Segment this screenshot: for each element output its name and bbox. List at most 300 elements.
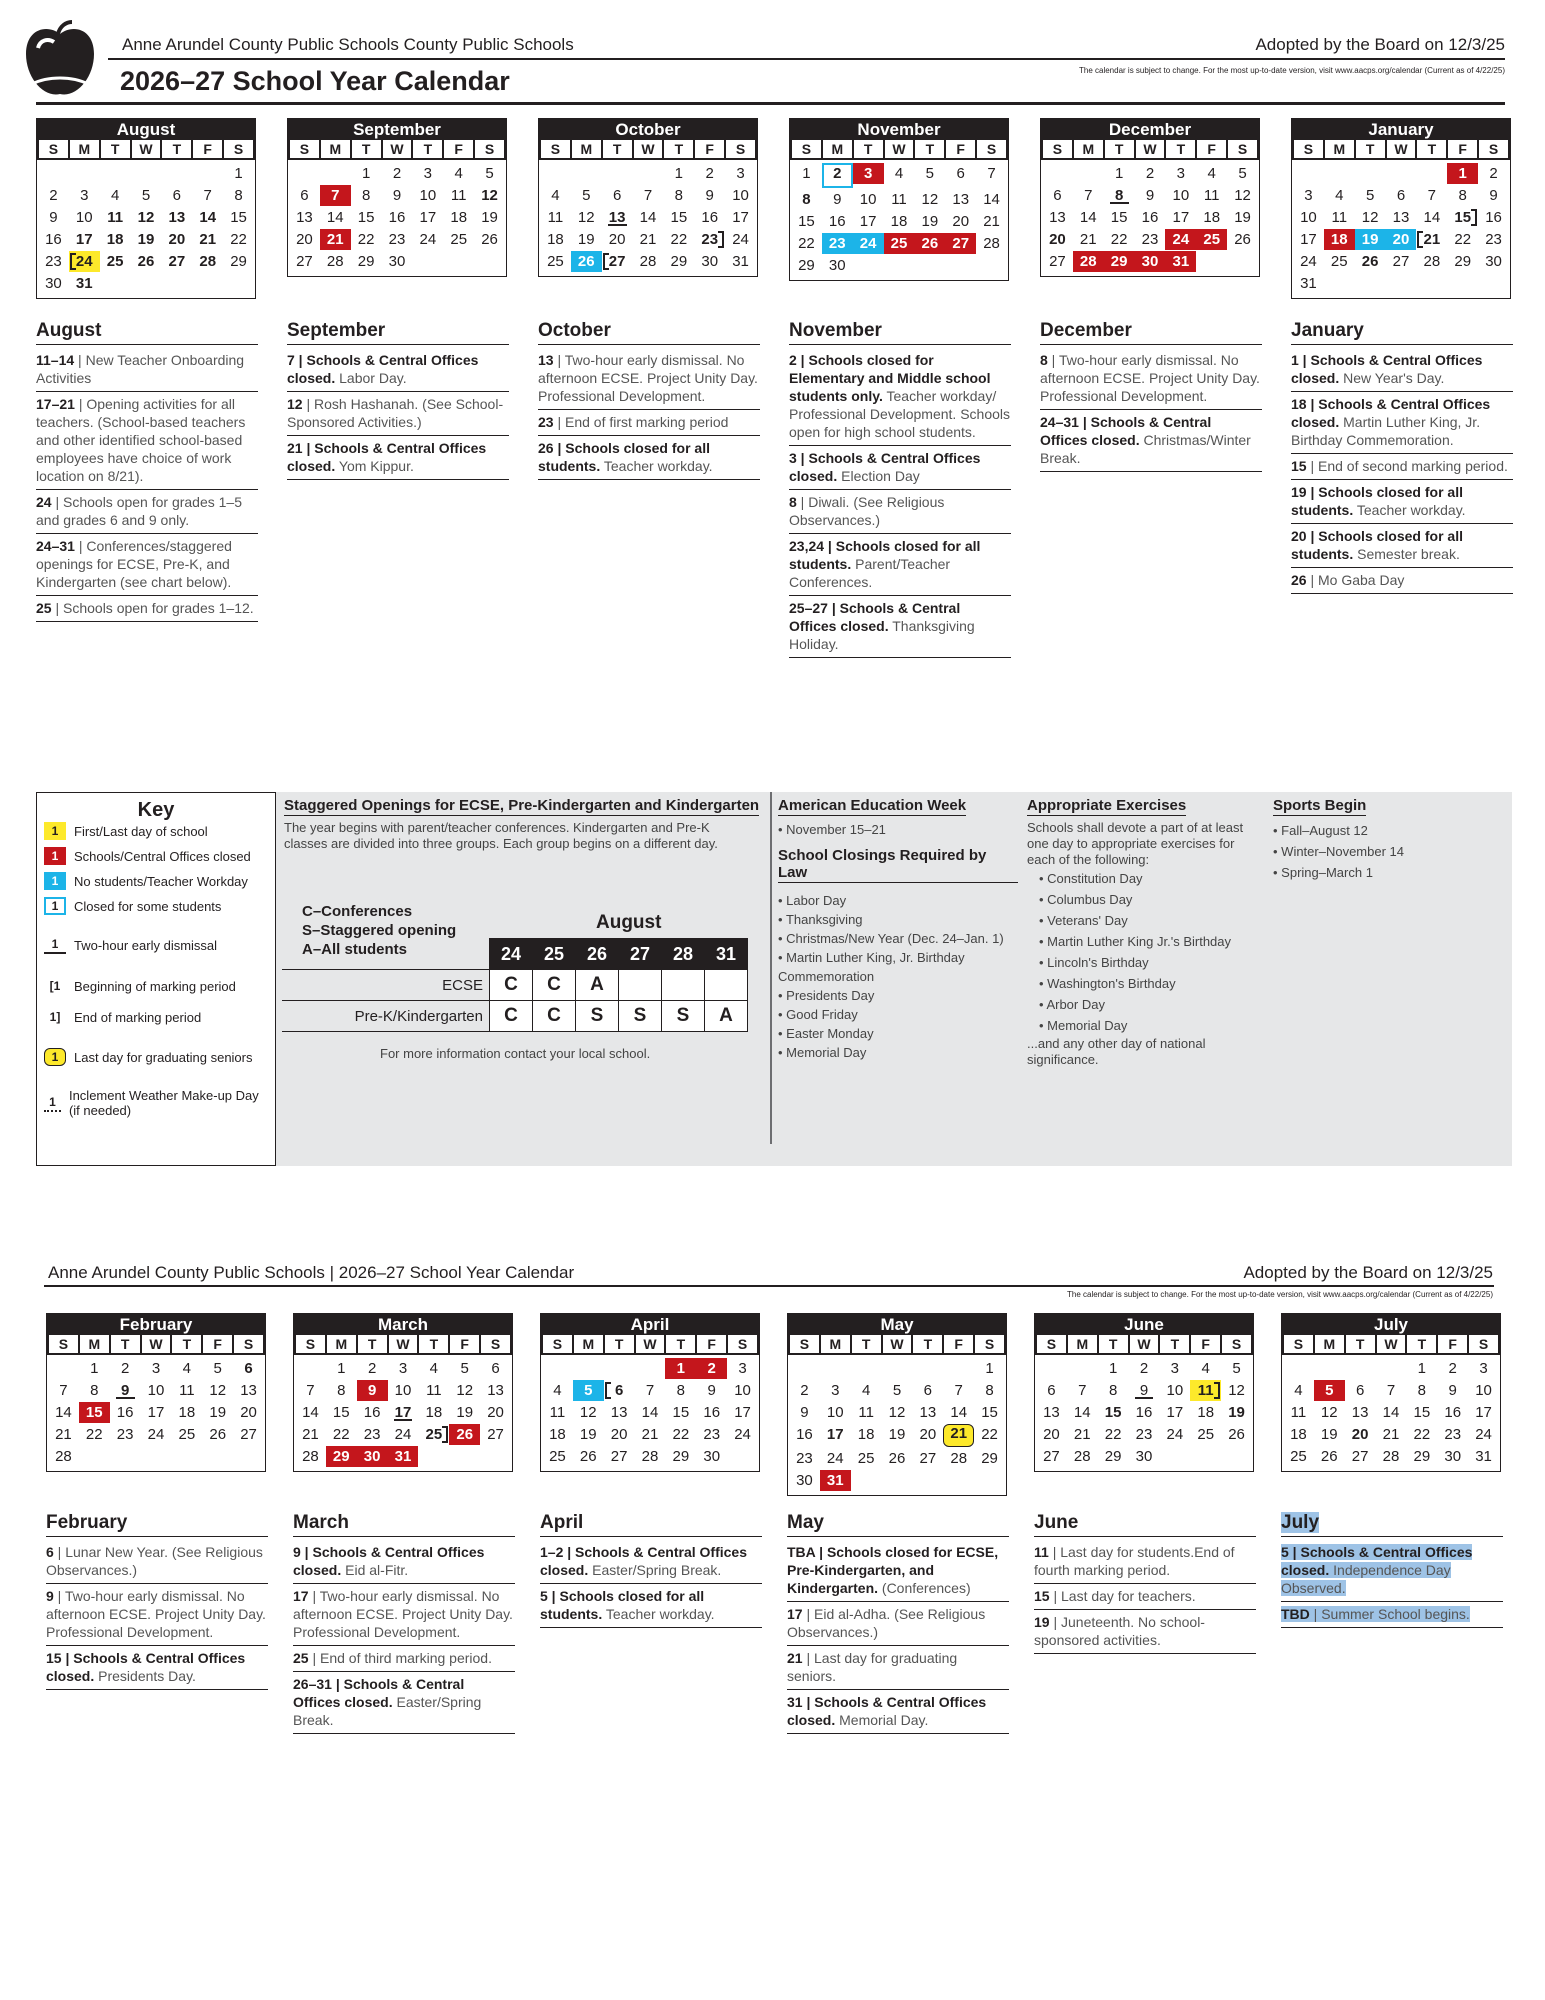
day-cell: 28 — [983, 235, 1000, 252]
day-grid — [788, 1355, 1006, 1495]
weekday-label: W — [1136, 140, 1165, 158]
day-cell: 18 — [1203, 209, 1221, 226]
events-month-title-text: October — [538, 320, 611, 341]
month-calendar — [1291, 118, 1511, 299]
weekday-label: T — [915, 140, 944, 158]
empty-day-cell — [571, 163, 602, 184]
page2-district-title: Anne Arundel County Public Schools | 2026–27 School Year Calendar — [48, 1263, 575, 1282]
day-cell: 24 — [1166, 1426, 1184, 1443]
day-cell: 20 — [487, 1404, 504, 1421]
event-key: 25–27 | Schools & Central Offices closed. — [789, 600, 961, 634]
key-item — [44, 847, 266, 865]
month-events — [789, 320, 1011, 658]
event-text: | Mo Gaba Day — [1306, 572, 1405, 588]
day-cell: 17 — [388, 1402, 419, 1423]
weekday-label: T — [172, 1335, 201, 1353]
staggered-intro: The year begins with parent/teacher conferences. Kindergarten and Pre-K classes are divided into three groups. Each group begins on a different day. — [284, 820, 718, 851]
day-cell: 4 — [551, 187, 560, 204]
month-calendar — [538, 118, 758, 277]
bullet-icon: • — [778, 822, 787, 837]
day-cell: 31 — [388, 1446, 419, 1467]
day-cell: 8 — [985, 1382, 994, 1399]
day-cell: 21 — [639, 231, 657, 248]
staggered-table — [282, 938, 748, 1032]
day-cell: 27 — [610, 1448, 628, 1465]
day-cell: 2 — [49, 187, 58, 204]
empty-day-cell — [1036, 1358, 1067, 1379]
day-cell: 4 — [454, 165, 463, 182]
list-item — [1039, 994, 1252, 1015]
key-swatch: [1 — [49, 979, 61, 993]
day-cell: 29 — [326, 1446, 357, 1467]
bullet-icon: • — [1039, 955, 1048, 970]
day-cell: 22 — [670, 231, 688, 248]
day-cell: 28 — [1382, 1448, 1400, 1465]
adopted-date: Adopted by the Board on 12/3/25 — [1255, 35, 1505, 54]
empty-day-cell — [1324, 163, 1355, 184]
event-key: 25 — [293, 1650, 309, 1666]
event-item — [293, 1672, 515, 1734]
list-item-text: Labor Day — [786, 893, 847, 908]
day-cell: 23 — [388, 231, 406, 248]
day-cell: 23 — [1444, 1426, 1462, 1443]
month-name: August — [37, 119, 255, 140]
day-cell: 3 — [151, 1360, 161, 1377]
weekday-label: M — [321, 140, 350, 158]
day-cell: 4 — [1294, 1382, 1303, 1399]
weekday-label: T — [413, 140, 442, 158]
empty-day-cell — [1416, 163, 1447, 184]
district-logo — [18, 18, 102, 102]
day-cell: 25 — [1330, 253, 1348, 270]
day-cell: 6 — [604, 1380, 635, 1401]
month-name: December — [1041, 119, 1259, 140]
list-item — [1039, 889, 1252, 910]
event-key: 3 | Schools & Central Offices closed. — [789, 450, 981, 484]
event-item — [293, 1646, 515, 1672]
day-cell: 3 — [1176, 165, 1186, 182]
day-cell: 9 — [49, 209, 58, 226]
day-cell: 23 — [1141, 231, 1159, 248]
day-cell: 17 — [826, 1426, 844, 1443]
empty-day-cell — [1314, 1358, 1345, 1379]
page2-header-rule — [44, 1285, 1494, 1287]
event-item — [538, 348, 760, 410]
month-name: April — [541, 1314, 759, 1335]
day-cell: 12 — [1320, 1404, 1338, 1421]
event-item — [1291, 568, 1513, 594]
list-item-text: Christmas/New Year (Dec. 24–Jan. 1) — [786, 931, 1004, 946]
day-cell: 5 — [582, 187, 591, 204]
key-swatch: 1 — [44, 1048, 66, 1066]
event-key: 15 — [1291, 458, 1307, 474]
day-cell: 16 — [1485, 209, 1502, 226]
weekday-label: W — [636, 1335, 665, 1353]
day-cell: 28 — [639, 253, 657, 270]
day-cell: 14 — [1073, 1404, 1091, 1421]
key-swatch: 1] — [49, 1010, 61, 1024]
weekday-label: F — [1448, 140, 1477, 158]
event-key: 26 | Schools closed for all students. — [538, 440, 710, 474]
day-cell: 2 — [120, 1360, 130, 1377]
day-cell: 6 — [244, 1360, 253, 1377]
day-grid — [790, 160, 1008, 280]
day-cell: 15 — [672, 1404, 690, 1421]
weekday-label: M — [572, 140, 601, 158]
weekday-header — [1035, 1335, 1253, 1355]
day-cell: 22 — [85, 1426, 103, 1443]
day-cell: 2 — [367, 1360, 377, 1377]
event-key: 7 | Schools & Central Offices closed. — [287, 352, 479, 386]
day-cell: 10 — [732, 187, 749, 204]
event-text: | End of third marking period. — [308, 1650, 492, 1666]
day-cell: 17 — [732, 209, 749, 226]
weekday-label: S — [1469, 1335, 1498, 1353]
events-month-title — [540, 1512, 762, 1537]
exercises-intro: Schools shall devote a part of at least one day to appropriate exercises for each of the following: — [1027, 820, 1244, 867]
day-cell: 29 — [357, 253, 375, 270]
weekday-label: M — [80, 1335, 109, 1353]
day-cell: 3 — [853, 163, 884, 184]
month-events — [1040, 320, 1262, 472]
day-cell: 11 — [1190, 1380, 1221, 1401]
event-item — [36, 392, 258, 490]
day-grid — [1035, 1355, 1253, 1471]
day-cell: 17 — [147, 1404, 165, 1421]
empty-day-cell — [1355, 163, 1386, 184]
event-key: 11–14 — [36, 352, 75, 368]
day-cell: 20 — [919, 1426, 937, 1443]
event-key: 21 | Schools & Central Offices closed. — [287, 440, 487, 474]
event-key: 19 | Schools closed for all students. — [1291, 484, 1463, 518]
weekday-label: W — [142, 1335, 171, 1353]
staggered-footer: For more information contact your local school. — [380, 1046, 651, 1061]
day-header: 27 — [619, 939, 662, 970]
day-cell: 19 — [888, 1426, 906, 1443]
events-month-title-text: July — [1281, 1512, 1320, 1533]
key-item — [44, 897, 266, 915]
list-item — [1039, 931, 1252, 952]
event-key: 26–31 | Schools & Central Offices closed. — [293, 1676, 465, 1710]
day-cell: 29 — [230, 253, 247, 270]
event-item — [36, 490, 258, 534]
event-text: (Conferences) — [878, 1580, 971, 1596]
event-text: | Opening activities for all teachers. (School-based teachers and other identified school-based employees have choice of work location on 8/21). — [36, 396, 246, 484]
day-cell: 13 — [919, 1404, 937, 1421]
event-item — [1291, 480, 1513, 524]
day-cell: 12 — [921, 191, 939, 208]
day-cell: 9 — [1448, 1382, 1457, 1399]
day-cell: 30 — [1485, 253, 1502, 270]
day-cell: 13 — [487, 1382, 504, 1399]
weekday-label: S — [1037, 1335, 1066, 1353]
day-cell: 22 — [798, 235, 815, 252]
weekday-label: F — [1438, 1335, 1467, 1353]
day-cell: 14 — [639, 209, 657, 226]
event-item — [1040, 410, 1262, 472]
key-item — [44, 936, 266, 954]
event-key: 6 — [46, 1544, 54, 1560]
day-cell: 30 — [701, 253, 719, 270]
day-cell: 26 — [579, 1448, 597, 1465]
day-cell: 28 — [641, 1448, 659, 1465]
weekday-label: S — [543, 1335, 572, 1353]
day-cell: 4 — [861, 1382, 871, 1399]
list-item-text: Lincoln's Birthday — [1047, 955, 1149, 970]
list-item-text: Veterans' Day — [1047, 913, 1128, 928]
day-cell: 7 — [306, 1382, 315, 1399]
day-cell: 1 — [1417, 1360, 1427, 1377]
day-cell: 19 — [456, 1404, 474, 1421]
bullet-icon: • — [778, 893, 787, 908]
empty-day-cell — [100, 163, 131, 184]
day-cell: 7 — [987, 165, 996, 182]
day-cell: 14 — [950, 1404, 968, 1421]
event-item — [1281, 1540, 1503, 1602]
day-cell: 24 — [1300, 253, 1317, 270]
events-month-title-text: August — [36, 320, 102, 341]
empty-day-cell — [882, 1358, 913, 1379]
list-item-text: Winter–November 14 — [1281, 844, 1404, 859]
event-item — [46, 1584, 268, 1646]
day-cell: 13 — [1351, 1404, 1369, 1421]
month-calendar — [789, 118, 1009, 281]
day-cell: 9 — [1145, 187, 1155, 204]
day-cell: 27 — [296, 253, 313, 270]
event-text: Semester break. — [1353, 546, 1460, 562]
event-item — [293, 1540, 515, 1584]
day-cell: 7 — [1386, 1382, 1396, 1399]
empty-day-cell — [295, 1358, 326, 1379]
event-text: Teacher workday. — [1353, 502, 1466, 518]
day-cell: 1 — [234, 165, 243, 182]
list-item-text: Arbor Day — [1046, 997, 1105, 1012]
day-cell: 6 — [923, 1382, 933, 1399]
weekday-label: F — [697, 1335, 726, 1353]
event-key: 2 | Schools closed for Elementary and Middle school students only. — [789, 352, 991, 404]
month-calendar — [540, 1313, 760, 1472]
day-cell: 14 — [55, 1404, 72, 1421]
day-cell: 30 — [388, 253, 406, 270]
weekday-label: S — [977, 140, 1006, 158]
day-cell: 1 — [802, 165, 811, 182]
day-grid — [47, 1355, 265, 1471]
event-item — [1034, 1610, 1256, 1654]
day-cell: 31 — [75, 275, 93, 292]
table-cell: S — [576, 1001, 619, 1032]
event-item — [1291, 524, 1513, 568]
day-cell: 12 — [1228, 1382, 1245, 1399]
event-key: 17 — [787, 1606, 803, 1622]
day-cell: 7 — [954, 1382, 963, 1399]
day-cell: 17 — [1172, 209, 1190, 226]
weekday-label: S — [234, 1335, 263, 1353]
list-item — [778, 1005, 1018, 1024]
day-cell: 3 — [738, 1360, 747, 1377]
row-label-prek: Pre-K/Kindergarten — [282, 1001, 490, 1032]
weekday-label: W — [1377, 1335, 1406, 1353]
day-cell: 15 — [79, 1402, 110, 1423]
key-item — [44, 872, 266, 890]
sports-heading: Sports Begin — [1273, 797, 1367, 814]
events-month-title-text: April — [540, 1512, 584, 1533]
day-cell: 12 — [579, 1404, 597, 1421]
day-cell: 17 — [1475, 1404, 1492, 1421]
day-cell: 26 — [1320, 1448, 1338, 1465]
weekday-label: W — [132, 140, 161, 158]
day-cell: 23 — [694, 229, 725, 250]
key-label: End of marking period — [74, 1009, 202, 1025]
day-cell: 29 — [798, 257, 815, 274]
list-item-text: Columbus Day — [1047, 892, 1133, 907]
event-item — [46, 1540, 268, 1584]
weekday-header — [1041, 140, 1259, 160]
weekday-label: S — [792, 140, 821, 158]
event-key: 15 | Schools & Central Offices closed. — [46, 1650, 246, 1684]
event-text: Martin Luther King, Jr. Birthday Commemoration. — [1291, 414, 1481, 448]
day-cell: 28 — [55, 1448, 72, 1465]
day-cell: 19 — [137, 231, 155, 248]
apple-logo-icon — [18, 18, 102, 102]
weekday-label: F — [444, 140, 473, 158]
day-cell: 28 — [1073, 251, 1104, 272]
day-cell: 29 — [1104, 1448, 1122, 1465]
day-cell: 5 — [925, 165, 935, 182]
weekday-label: T — [111, 1335, 140, 1353]
day-cell: 7 — [1427, 187, 1437, 204]
day-cell: 1 — [665, 1358, 696, 1379]
day-cell: 4 — [1201, 1360, 1210, 1377]
day-cell: 2 — [1145, 165, 1155, 182]
weekday-label: M — [1315, 1335, 1344, 1353]
event-text: | Summer School begins. — [1309, 1606, 1470, 1622]
month-events — [540, 1512, 762, 1628]
exercises-list — [1027, 868, 1252, 1036]
day-cell: 25 — [178, 1426, 196, 1443]
day-cell: 9 — [707, 1382, 716, 1399]
day-cell: 30 — [828, 257, 846, 274]
list-item — [778, 910, 1018, 929]
day-cell: 14 — [983, 191, 1000, 208]
event-item — [538, 436, 760, 480]
list-item — [1039, 1015, 1252, 1036]
event-item — [789, 534, 1011, 596]
day-cell: 11 — [891, 191, 907, 208]
weekday-label: T — [1105, 140, 1134, 158]
day-cell: 20 — [296, 231, 313, 248]
event-key: 23 — [538, 414, 554, 430]
table-cell: S — [662, 1001, 705, 1032]
key-swatch: 1 — [44, 1094, 61, 1112]
day-cell: 15 — [981, 1404, 998, 1421]
title-rule — [36, 102, 1505, 105]
day-cell: 10 — [1172, 187, 1190, 204]
weekday-label: W — [1130, 1335, 1159, 1353]
day-cell: 19 — [481, 209, 498, 226]
event-item — [36, 596, 258, 622]
weekday-label: W — [634, 140, 663, 158]
day-cell: 28 — [1073, 1448, 1091, 1465]
event-key: 17 — [293, 1588, 309, 1604]
key-title: Key — [137, 799, 175, 821]
day-cell: 6 — [612, 187, 622, 204]
weekday-label: T — [913, 1335, 942, 1353]
day-cell: 29 — [1413, 1448, 1431, 1465]
table-cell: C — [490, 970, 533, 1001]
key-item — [44, 1008, 266, 1026]
event-text: | Juneteenth. No school-sponsored activities. — [1034, 1614, 1205, 1648]
day-cell: 11 — [549, 1404, 566, 1421]
event-text: Teacher workday. — [600, 458, 713, 474]
day-cell: 8 — [234, 187, 243, 204]
exercises-section — [1027, 797, 1252, 1068]
day-cell: 17 — [734, 1404, 751, 1421]
day-cell: 5 — [1232, 1360, 1241, 1377]
day-cell: 3 — [398, 1360, 408, 1377]
day-cell: 25 — [857, 1450, 875, 1467]
day-cell: 22 — [1110, 231, 1128, 248]
day-cell: 15 — [332, 1404, 350, 1421]
day-cell: 25 — [418, 1424, 449, 1445]
key-swatch: 1 — [44, 897, 66, 915]
weekday-label: S — [1479, 140, 1508, 158]
weekday-label: S — [726, 140, 755, 158]
day-cell: 6 — [1047, 1382, 1056, 1399]
day-cell: 8 — [676, 1382, 686, 1399]
key-item — [44, 822, 266, 840]
day-cell: 3 — [736, 165, 745, 182]
table-cell: C — [490, 1001, 533, 1032]
day-cell: 20 — [1351, 1426, 1369, 1443]
event-item — [1291, 392, 1513, 454]
key-label: Last day for graduating seniors — [74, 1049, 253, 1065]
day-cell: 4 — [110, 187, 120, 204]
empty-day-cell — [542, 1358, 573, 1379]
event-item — [1291, 454, 1513, 480]
day-cell: 10 — [394, 1382, 412, 1399]
day-cell: 14 — [1423, 209, 1441, 226]
day-cell: 5 — [1238, 165, 1247, 182]
day-cell: 11 — [426, 1382, 442, 1399]
day-cell: 13 — [1392, 209, 1410, 226]
day-cell: 26 — [914, 233, 945, 254]
empty-day-cell — [573, 1358, 604, 1379]
day-header: 28 — [662, 939, 705, 970]
event-text: | Schools open for grades 1–12. — [51, 600, 254, 616]
event-key: 26 — [1291, 572, 1307, 588]
empty-day-cell — [604, 1358, 635, 1379]
day-cell: 3 — [1304, 187, 1313, 204]
event-key: 24 — [36, 494, 52, 510]
weekday-label: F — [450, 1335, 479, 1353]
day-cell: 24 — [419, 231, 437, 248]
day-cell: 21 — [1073, 1426, 1091, 1443]
day-cell: 26 — [449, 1424, 480, 1445]
day-cell: 6 — [1396, 187, 1406, 204]
day-cell: 23 — [1485, 231, 1502, 248]
day-cell: 7 — [645, 1382, 655, 1399]
day-cell: 25 — [1196, 229, 1227, 250]
bullet-icon: • — [1039, 913, 1048, 928]
table-cell: C — [533, 970, 576, 1001]
weekday-label: S — [1228, 140, 1257, 158]
day-cell: 7 — [1078, 1382, 1087, 1399]
event-text: | Two-hour early dismissal. No afternoon ECSE. Project Unity Day. Professional Development. — [293, 1588, 513, 1640]
empty-day-cell — [192, 163, 223, 184]
event-item — [1034, 1540, 1256, 1584]
weekday-label: M — [327, 1335, 356, 1353]
event-text: | Rosh Hashanah. (See School-Sponsored Activities.) — [287, 396, 504, 430]
